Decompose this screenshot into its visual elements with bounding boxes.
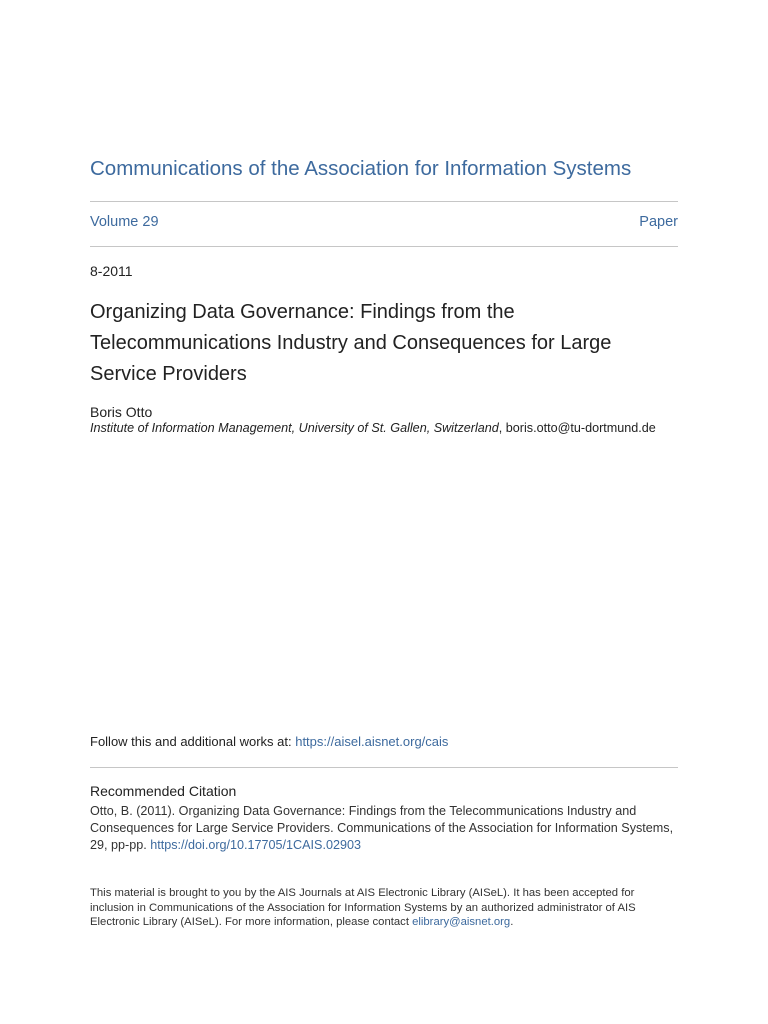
author-affiliation: Institute of Information Management, University of St. Gallen, Switzerland [90, 421, 499, 435]
follow-url-link[interactable]: https://aisel.aisnet.org/cais [295, 734, 449, 749]
contact-email-link[interactable]: elibrary@aisnet.org [412, 916, 511, 929]
author-email: boris.otto@tu-dortmund.de [505, 421, 656, 435]
volume-link[interactable]: Volume 29 [90, 214, 159, 230]
citation-text [90, 803, 680, 854]
issue-row [90, 214, 678, 230]
author-affiliation-line [90, 421, 690, 435]
article-title: Organizing Data Governance: Findings from the Telecommunications Industry and Consequences for Large Service Providers [90, 301, 612, 385]
issue-divider [90, 246, 678, 247]
footer-notice [90, 886, 660, 930]
citation-divider [90, 767, 678, 768]
doi-link[interactable]: https://doi.org/10.17705/1CAIS.02903 [150, 838, 361, 852]
email-separator: , [498, 421, 506, 435]
footer-text: This material is brought to you by the AIS Journals at AIS Electronic Library (AISeL). It has been accepted for inclusion in Communications of the Association for Information Systems by an authorized administrator of AIS Electronic Library (AISeL). For more information, please contact [90, 887, 636, 929]
recommended-citation-heading: Recommended Citation [90, 783, 237, 799]
journal-title-link[interactable]: Communications of the Association for Information Systems [90, 157, 632, 180]
publication-date: 8-2011 [90, 263, 133, 279]
citation-body: Otto, B. (2011). Organizing Data Governance: Findings from the Telecommunications Industry and Consequences for Large Service Providers. Communications of the Association for Information Systems, 29, pp-pp. [90, 804, 674, 852]
follow-text: Follow this and additional works at: [90, 734, 296, 749]
author-name: Boris Otto [90, 404, 153, 420]
follow-line [90, 734, 448, 749]
footer-end: . [510, 916, 514, 929]
top-divider [90, 201, 678, 202]
paper-link[interactable]: Paper [639, 214, 678, 230]
